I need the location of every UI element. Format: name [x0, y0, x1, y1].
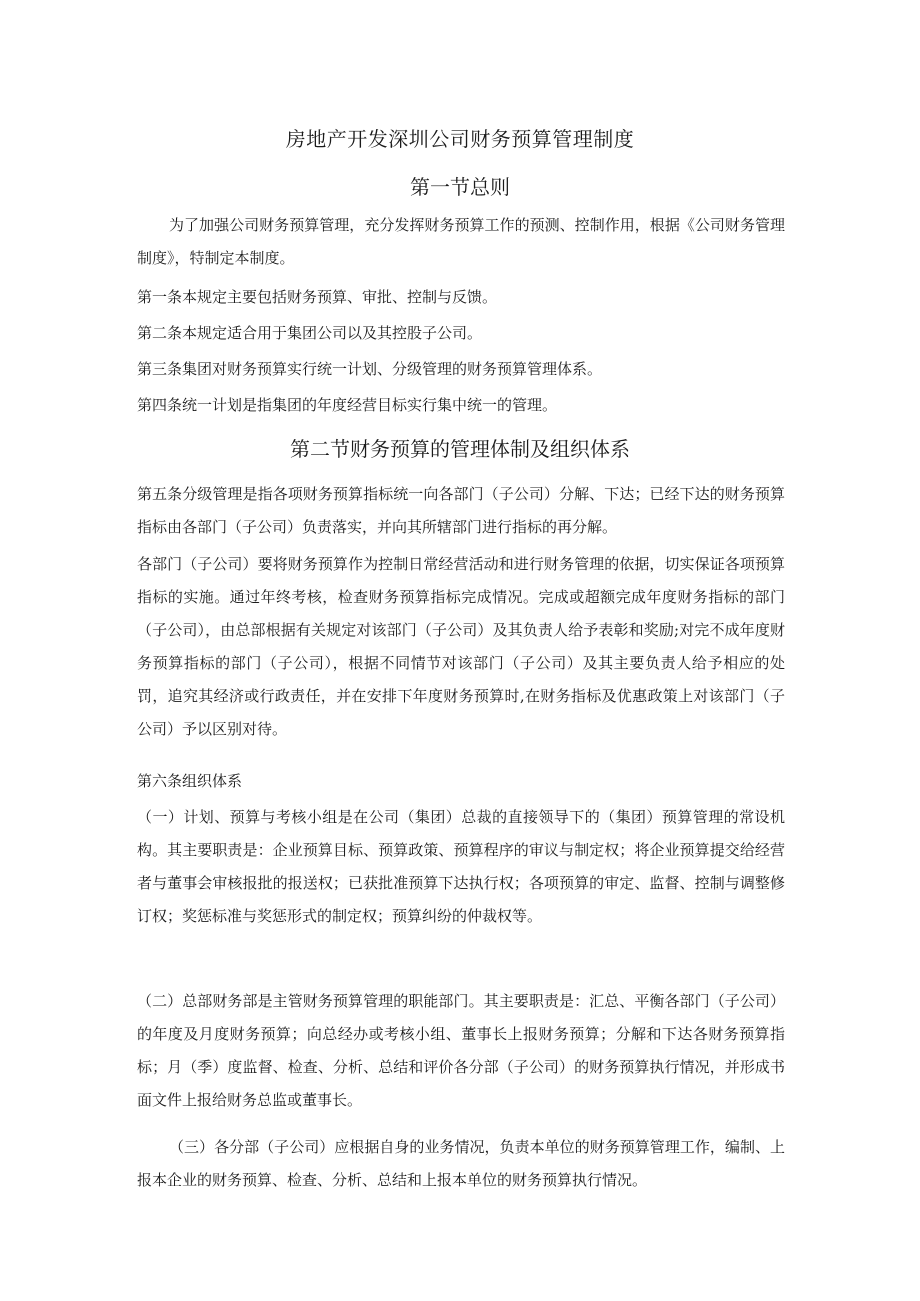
article-6-item-1: （一）计划、预算与考核小组是在公司（集团）总裁的直接领导下的（集团）预算管理的常设机构。其主要职责是：企业预算目标、预算政策、预算程序的审议与制定权；将企业预算提交给经营者与董事会审核报批的报送权；已获批准预算下达执行权；各项预算的审定、监督、控制与调整修订权；奖惩标准与奖惩形式的制定权；预算纠纷的仲裁权等。 — [137, 808, 785, 925]
article-1: 第一条本规定主要包括财务预算、审批、控制与反馈。 — [137, 288, 498, 306]
section-2-heading: 第二节财务预算的管理体制及组织体系 — [290, 437, 630, 461]
article-2: 第二条本规定适合用于集团公司以及其控股子公司。 — [137, 324, 483, 342]
section-1-heading: 第一节总则 — [410, 175, 510, 199]
article-4: 第四条统一计划是指集团的年度经营目标实行集中统一的管理。 — [137, 396, 558, 414]
article-6: 第六条组织体系 — [137, 772, 243, 790]
article-3: 第三条集团对财务预算实行统一计划、分级管理的财务预算管理体系。 — [137, 360, 603, 378]
document-title: 房地产开发深圳公司财务预算管理制度 — [285, 127, 635, 151]
article-6-item-2: （二）总部财务部是主管财务预算管理的职能部门。其主要职责是：汇总、平衡各部门（子公司）的年度及月度财务预算；向总经办或考核小组、董事长上报财务预算；分解和下达各财务预算指标；月（季）度监督、检查、分析、总结和评价各分部（子公司）的财务预算执行情况，并形成书面文件上报给财务总监或董事长。 — [137, 992, 785, 1109]
article-5-continuation: 各部门（子公司）要将财务预算作为控制日常经营活动和进行财务管理的依据，切实保证各项预算指标的实施。通过年终考核，检查财务预算指标完成情况。完成或超额完成年度财务指标的部门（子公司），由总部根据有关规定对该部门（子公司）及其负责人给予表彰和奖励;对完不成年度财务预算指标的部门（子公司），根据不同情节对该部门（子公司）及其主要负责人给予相应的处罚，追究其经济或行政责任，并在安排下年度财务预算时,在财务指标及优惠政策上对该部门（子公司）予以区别对待。 — [137, 555, 785, 738]
section-1-intro-paragraph: 为了加强公司财务预算管理，充分发挥财务预算工作的预测、控制作用，根据《公司财务管理制度》，特制定本制度。 — [137, 216, 785, 267]
article-6-item-3: （三）各分部（子公司）应根据自身的业务情况，负责本单位的财务预算管理工作，编制、上报本企业的财务预算、检查、分析、总结和上报本单位的财务预算执行情况。 — [137, 1138, 785, 1189]
article-5: 第五条分级管理是指各项财务预算指标统一向各部门（子公司）分解、下达；已经下达的财务预算指标由各部门（子公司）负责落实，并向其所辖部门进行指标的再分解。 — [137, 485, 785, 536]
